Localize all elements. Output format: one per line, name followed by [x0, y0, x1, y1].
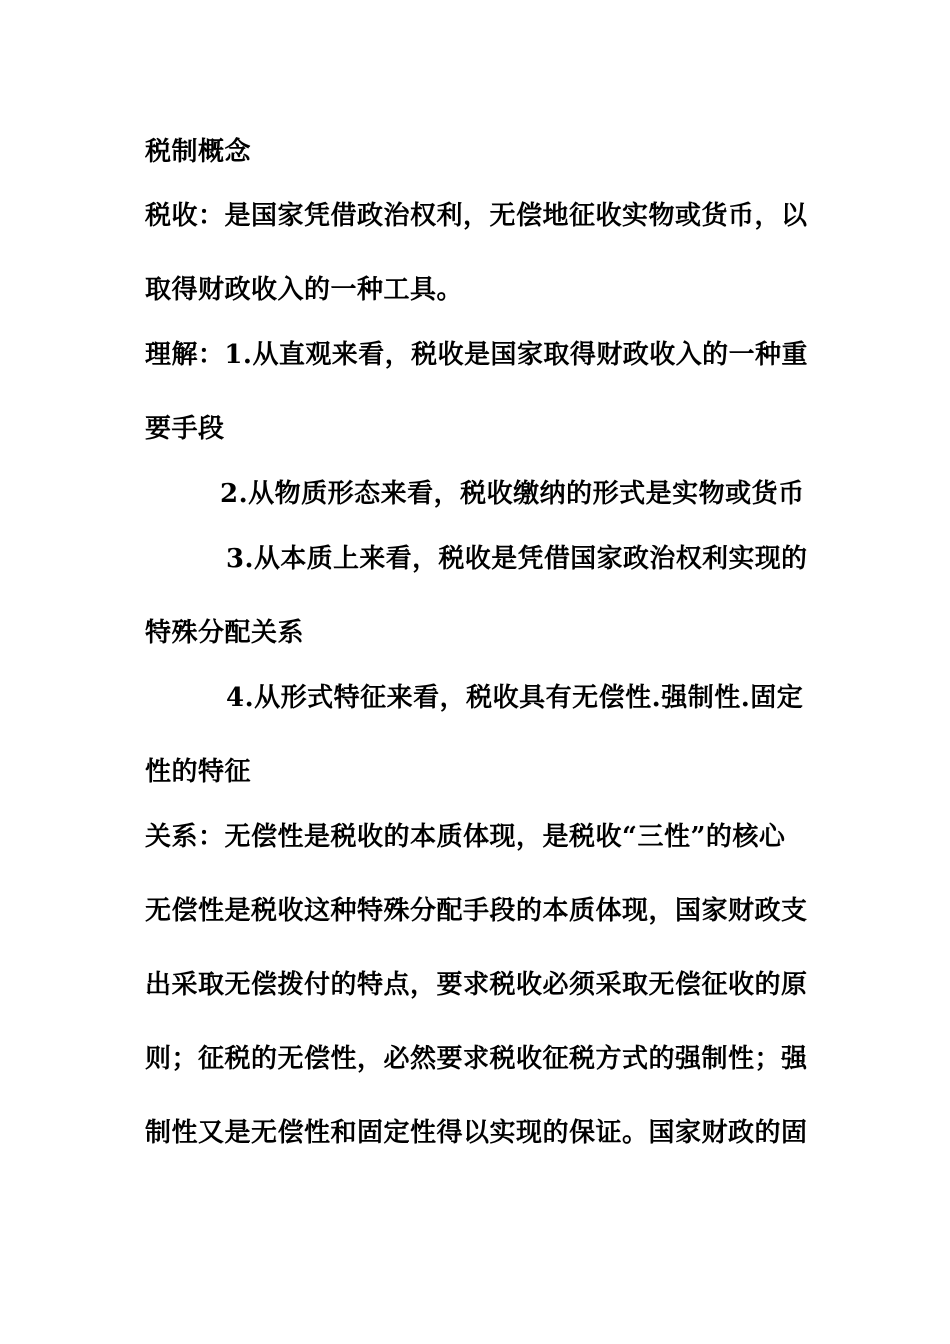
paragraph-line: 要手段 — [145, 414, 225, 444]
paragraph-line: 关系：无偿性是税收的本质体现，是税收“三性”的核心 — [145, 822, 786, 852]
paragraph-line: 制性又是无偿性和固定性得以实现的保证。国家财政的固 — [145, 1118, 808, 1148]
paragraph-line: 理解：1.从直观来看，税收是国家取得财政收入的一种重 — [145, 340, 808, 370]
paragraph-line: 3.从本质上来看，税收是凭借国家政治权利实现的 — [226, 544, 808, 574]
paragraph-line: 无偿性是税收这种特殊分配手段的本质体现，国家财政支 — [145, 896, 808, 926]
paragraph-line: 出采取无偿拨付的特点，要求税收必须采取无偿征收的原 — [145, 970, 808, 1000]
paragraph-line: 取得财政收入的一种工具。 — [145, 275, 464, 305]
paragraph-line: 则；征税的无偿性，必然要求税收征税方式的强制性；强 — [145, 1044, 808, 1074]
paragraph-line: 性的特征 — [145, 757, 252, 787]
paragraph-line: 特殊分配关系 — [145, 618, 305, 648]
document-title: 税制概念 — [145, 137, 252, 167]
paragraph-line: 2.从物质形态来看，税收缴纳的形式是实物或货币 — [220, 479, 805, 509]
paragraph-line: 4.从形式特征来看，税收具有无偿性.强制性.固定 — [226, 683, 804, 713]
paragraph-line: 税收：是国家凭借政治权利，无偿地征收实物或货币，以 — [145, 201, 808, 231]
